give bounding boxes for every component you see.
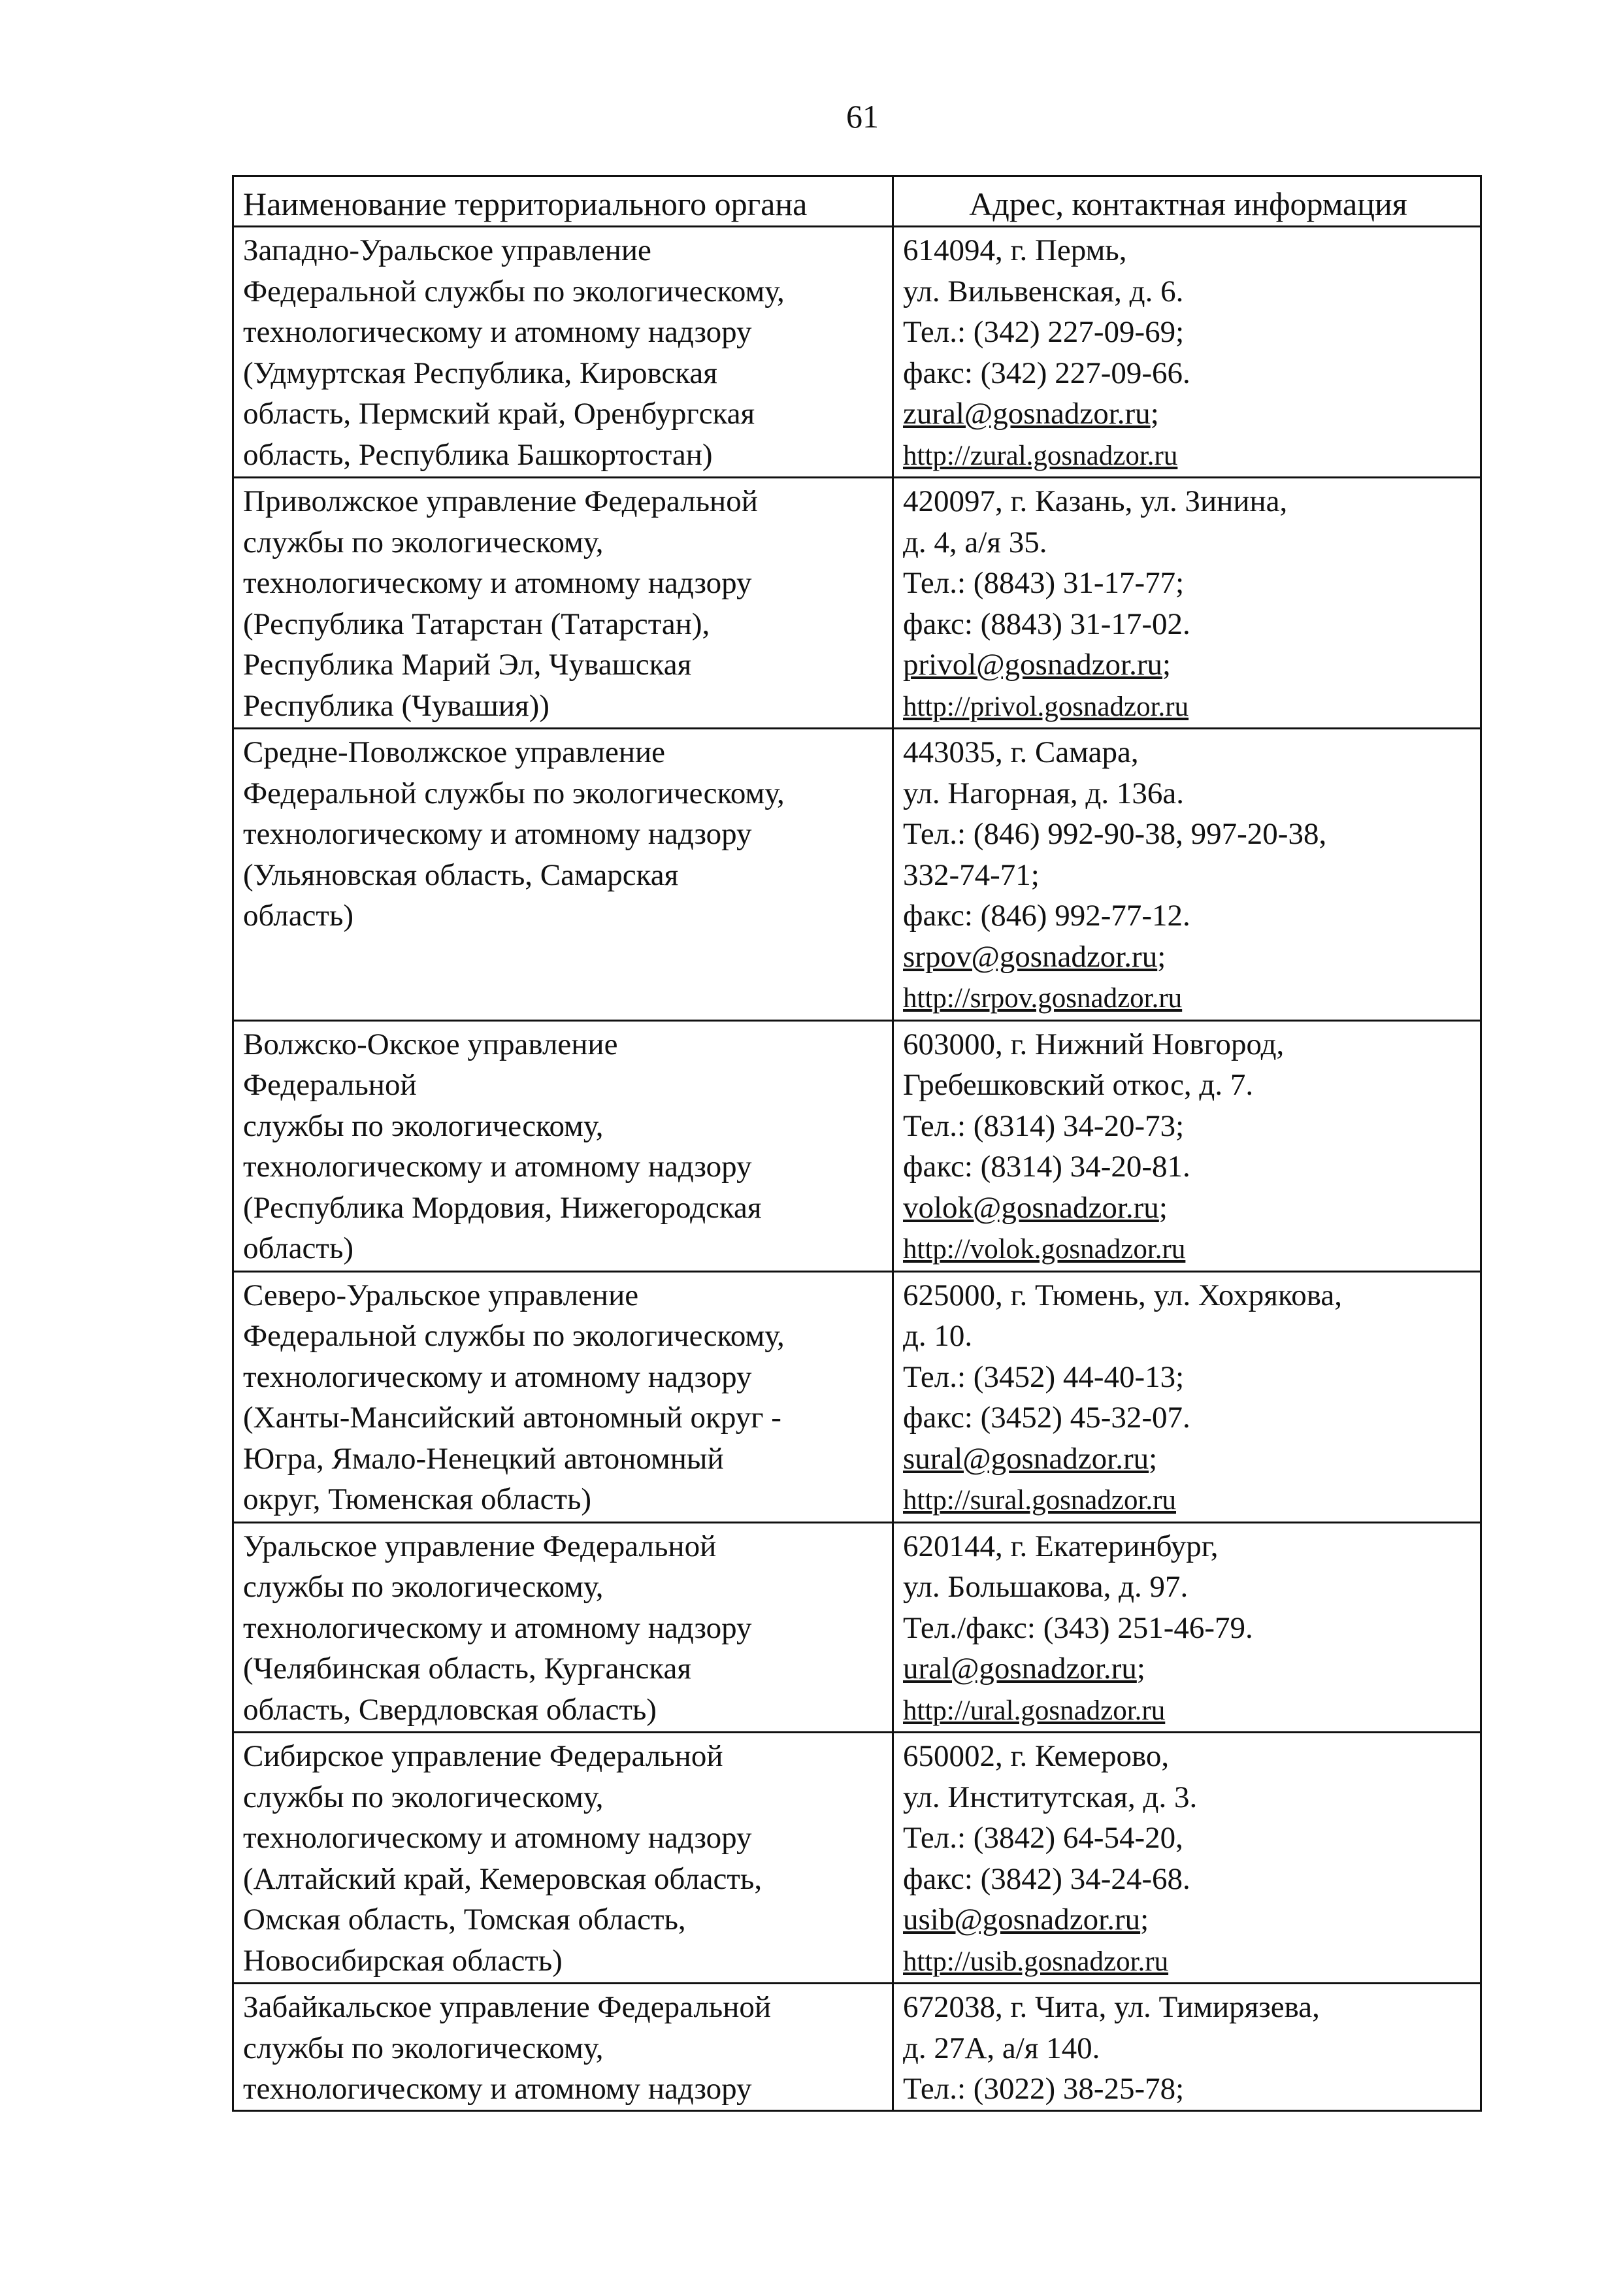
address-line: 332-74-71; xyxy=(903,857,1040,892)
organ-name-line: технологическому и атомному надзору xyxy=(243,1150,752,1184)
header-name: Наименование территориального органа xyxy=(233,176,893,227)
email-link[interactable]: sural@gosnadzor.ru xyxy=(903,1441,1149,1476)
table-row xyxy=(233,1984,1481,2111)
address-line: факс: (846) 992-77-12. xyxy=(903,899,1190,933)
organ-name-line: область) xyxy=(243,1231,354,1265)
organ-name-line: область) xyxy=(243,899,354,933)
email-line: sural@gosnadzor.ru; xyxy=(903,1441,1158,1476)
website-line xyxy=(903,435,1473,477)
table-row xyxy=(233,1733,1481,1984)
address-line: Тел.: (3452) 44-40-13; xyxy=(903,1359,1185,1394)
address-line: 672038, г. Чита, ул. Тимирязева, xyxy=(903,1990,1320,2024)
address-cell xyxy=(893,1020,1481,1271)
address-line: факс: (8843) 31-17-02. xyxy=(903,607,1190,641)
address-line: факс: (3452) 45-32-07. xyxy=(903,1401,1190,1435)
address-cell xyxy=(893,227,1481,478)
organ-name-cell xyxy=(233,1522,893,1733)
address-line: факс: (3842) 34-24-68. xyxy=(903,1861,1190,1896)
website-line xyxy=(903,1940,1473,1983)
email-link[interactable]: volok@gosnadzor.ru xyxy=(903,1190,1159,1225)
email-link[interactable]: ural@gosnadzor.ru xyxy=(903,1652,1137,1686)
organ-name-line: (Республика Мордовия, Нижегородская xyxy=(243,1190,762,1225)
email-link[interactable]: zural@gosnadzor.ru xyxy=(903,397,1151,431)
table-row xyxy=(233,1020,1481,1271)
organ-name-line: Западно-Уральское управление xyxy=(243,233,651,267)
organ-name-line: Волжско-Окское управление xyxy=(243,1027,618,1061)
table-row xyxy=(233,729,1481,1021)
organ-name-line: область, Свердловская область) xyxy=(243,1692,657,1727)
address-line: факс: (8314) 34-20-81. xyxy=(903,1150,1190,1184)
organ-name-line: Новосибирская область) xyxy=(243,1943,563,1978)
organ-name-line: округ, Тюменская область) xyxy=(243,1482,592,1516)
email-line: srpov@gosnadzor.ru; xyxy=(903,939,1166,974)
organ-name-line: технологическому и атомному надзору xyxy=(243,1610,752,1645)
email-link[interactable]: privol@gosnadzor.ru xyxy=(903,648,1163,682)
address-line: 603000, г. Нижний Новгород, xyxy=(903,1027,1285,1061)
address-line: Тел.: (846) 992-90-38, 997-20-38, xyxy=(903,817,1327,851)
address-line: Тел.: (8843) 31-17-77; xyxy=(903,566,1185,600)
table-header-row xyxy=(233,176,1481,227)
address-line: Тел.: (8314) 34-20-73; xyxy=(903,1108,1185,1143)
address-line: Тел.: (342) 227-09-69; xyxy=(903,315,1185,349)
address-line: ул. Нагорная, д. 136а. xyxy=(903,776,1184,810)
table-row xyxy=(233,1271,1481,1522)
organ-name-line: Забайкальское управление Федеральной xyxy=(243,1990,772,2024)
email-line: usib@gosnadzor.ru; xyxy=(903,1903,1149,1937)
address-line: ул. Институтская, д. 3. xyxy=(903,1780,1198,1814)
organ-name-line: (Ханты-Мансийский автономный округ - xyxy=(243,1401,781,1435)
address-cell xyxy=(893,1271,1481,1522)
address-line: д. 27А, а/я 140. xyxy=(903,2031,1100,2065)
address-line: Гребешковский откос, д. 7. xyxy=(903,1068,1254,1102)
email-line: ural@gosnadzor.ru; xyxy=(903,1652,1145,1686)
address-line: ул. Большакова, д. 97. xyxy=(903,1570,1189,1604)
organ-name-line: службы по экологическому, xyxy=(243,1570,604,1604)
address-cell xyxy=(893,729,1481,1021)
organ-name-line: Федеральной службы по экологическому, xyxy=(243,776,785,810)
website-link[interactable]: http://ural.gosnadzor.ru xyxy=(903,1695,1166,1726)
website-line xyxy=(903,1228,1473,1271)
organ-name-cell xyxy=(233,1020,893,1271)
organ-name-line: область, Пермский край, Оренбургская xyxy=(243,397,755,431)
organ-name-line: службы по экологическому, xyxy=(243,2031,604,2065)
website-line xyxy=(903,1479,1473,1522)
website-link[interactable]: http://privol.gosnadzor.ru xyxy=(903,691,1189,722)
contacts-table xyxy=(232,175,1482,2112)
organ-name-line: службы по экологическому, xyxy=(243,1780,604,1814)
organ-name-line: Омская область, Томская область, xyxy=(243,1903,686,1937)
organ-name-line: Республика Марий Эл, Чувашская xyxy=(243,648,692,682)
organ-name-line: Сибирское управление Федеральной xyxy=(243,1739,723,1773)
organ-name-line: Федеральной xyxy=(243,1068,417,1102)
website-link[interactable]: http://sural.gosnadzor.ru xyxy=(903,1485,1176,1516)
organ-name-line: Республика (Чувашия)) xyxy=(243,688,549,723)
website-line xyxy=(903,1689,1473,1732)
organ-name-line: (Республика Татарстан (Татарстан), xyxy=(243,607,710,641)
organ-name-line: (Алтайский край, Кемеровская область, xyxy=(243,1861,762,1896)
address-line: 443035, г. Самара, xyxy=(903,735,1139,769)
table-row xyxy=(233,478,1481,729)
address-line: ул. Вильвенская, д. 6. xyxy=(903,274,1184,308)
organ-name-line: Федеральной службы по экологическому, xyxy=(243,1319,785,1353)
email-line: volok@gosnadzor.ru; xyxy=(903,1190,1168,1225)
header-address: Адрес, контактная информация xyxy=(893,176,1481,227)
organ-name-line: технологическому и атомному надзору xyxy=(243,1359,752,1394)
organ-name-cell xyxy=(233,1984,893,2111)
organ-name-line: (Челябинская область, Курганская xyxy=(243,1652,692,1686)
address-line: Тел.: (3842) 64-54-20, xyxy=(903,1821,1183,1855)
organ-name-cell xyxy=(233,1271,893,1522)
email-line: zural@gosnadzor.ru; xyxy=(903,397,1159,431)
address-line: факс: (342) 227-09-66. xyxy=(903,356,1190,390)
organ-name-cell xyxy=(233,729,893,1021)
address-line: Тел./факс: (343) 251-46-79. xyxy=(903,1610,1253,1645)
organ-name-line: технологическому и атомному надзору xyxy=(243,2072,752,2106)
website-line xyxy=(903,686,1473,728)
address-cell xyxy=(893,1733,1481,1984)
address-line: 625000, г. Тюмень, ул. Хохрякова, xyxy=(903,1278,1342,1312)
organ-name-line: (Ульяновская область, Самарская xyxy=(243,857,679,892)
organ-name-line: Федеральной службы по экологическому, xyxy=(243,274,785,308)
organ-name-line: Уральское управление Федеральной xyxy=(243,1529,717,1563)
address-line: д. 10. xyxy=(903,1319,973,1353)
address-line: д. 4, а/я 35. xyxy=(903,525,1047,559)
organ-name-line: технологическому и атомному надзору xyxy=(243,1821,752,1855)
address-line: Тел.: (3022) 38-25-78; xyxy=(903,2072,1185,2106)
address-line: 650002, г. Кемерово, xyxy=(903,1739,1170,1773)
website-link[interactable]: http://usib.gosnadzor.ru xyxy=(903,1946,1169,1977)
email-line: privol@gosnadzor.ru; xyxy=(903,648,1172,682)
website-link[interactable]: http://zural.gosnadzor.ru xyxy=(903,440,1178,471)
page-number: 61 xyxy=(846,98,879,135)
table-row xyxy=(233,227,1481,478)
email-link[interactable]: srpov@gosnadzor.ru xyxy=(903,939,1158,974)
table-body xyxy=(233,227,1481,2111)
organ-name-line: область, Республика Башкортостан) xyxy=(243,437,713,472)
organ-name-line: службы по экологическому, xyxy=(243,1108,604,1143)
address-line: 420097, г. Казань, ул. Зинина, xyxy=(903,484,1288,518)
address-line: 620144, г. Екатеринбург, xyxy=(903,1529,1219,1563)
table-row xyxy=(233,1522,1481,1733)
website-link[interactable]: http://srpov.gosnadzor.ru xyxy=(903,983,1183,1014)
address-line: 614094, г. Пермь, xyxy=(903,233,1127,267)
organ-name-line: Приволжское управление Федеральной xyxy=(243,484,758,518)
address-cell xyxy=(893,478,1481,729)
organ-name-line: технологическому и атомному надзору xyxy=(243,315,752,349)
organ-name-line: технологическому и атомному надзору xyxy=(243,817,752,851)
website-link[interactable]: http://volok.gosnadzor.ru xyxy=(903,1234,1186,1265)
address-cell xyxy=(893,1984,1481,2111)
address-cell xyxy=(893,1522,1481,1733)
organ-name-cell xyxy=(233,227,893,478)
organ-name-line: (Удмуртская Республика, Кировская xyxy=(243,356,717,390)
organ-name-line: Северо-Уральское управление xyxy=(243,1278,639,1312)
organ-name-cell xyxy=(233,478,893,729)
email-link[interactable]: usib@gosnadzor.ru xyxy=(903,1903,1141,1937)
organ-name-line: Средне-Поволжское управление xyxy=(243,735,665,769)
organ-name-cell xyxy=(233,1733,893,1984)
organ-name-line: службы по экологическому, xyxy=(243,525,604,559)
organ-name-line: технологическому и атомному надзору xyxy=(243,566,752,600)
organ-name-line: Югра, Ямало-Ненецкий автономный xyxy=(243,1441,724,1476)
website-line xyxy=(903,977,1473,1020)
